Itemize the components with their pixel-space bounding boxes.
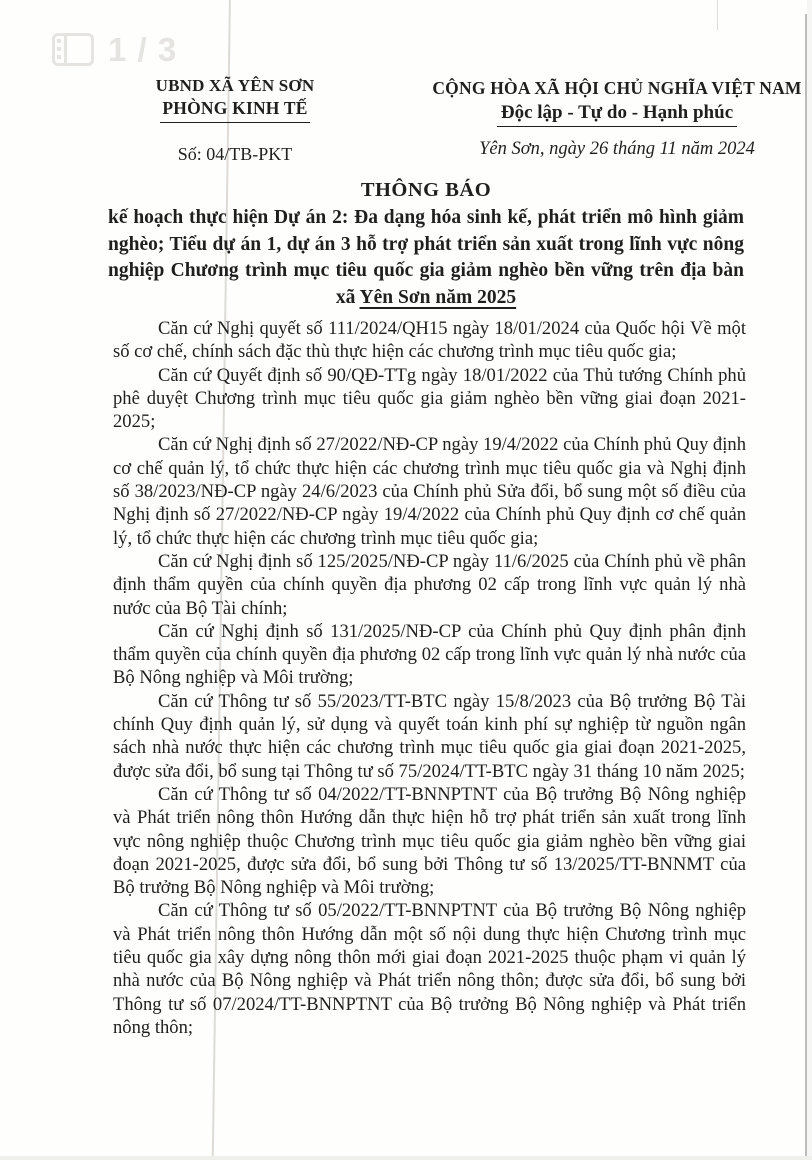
document-subject bbox=[108, 205, 744, 311]
scan-edge-line bbox=[805, 14, 807, 1156]
body-paragraph: Căn cứ Nghị quyết số 111/2024/QH15 ngày 18/01/2024 của Quốc hội Về một số cơ chế, chính sách đặc thù thực hiện các chương trình mục tiêu quốc gia; bbox=[113, 318, 746, 363]
scan-bottom-edge bbox=[0, 1156, 812, 1160]
page-count-label: 1 / 3 bbox=[108, 31, 178, 68]
place-and-date: Yên Sơn, ngày 26 tháng 11 năm 2024 bbox=[479, 139, 755, 159]
body-paragraph: Căn cứ Thông tư số 05/2022/TT-BNNPTNT của Bộ trưởng Bộ Nông nghiệp và Phát triển nông thôn Hướng dẫn một số nội dung thực hiện Chương trình mục tiêu quốc gia xây dựng nông thôn mới giai đoạn 2021-2025 thuộc phạm vi quản lý nhà nước của Bộ Nông nghiệp và Phát triển nông thôn; được sửa đổi, bổ sung bởi Thông tư số 07/2024/TT-BNNPTNT của Bộ trưởng Bộ Nông nghiệp và Phát triển nông thôn; bbox=[113, 900, 746, 1038]
country-name: CỘNG HÒA XÃ HỘI CHỦ NGHĨA VIỆT NAM bbox=[432, 78, 802, 98]
paper-crease-line bbox=[717, 0, 718, 30]
national-motto: Độc lập - Tự do - Hạnh phúc bbox=[497, 102, 737, 127]
subject-text: kế hoạch thực hiện Dự án 2: Đa dạng hóa sinh kế, phát triển mô hình giảm nghèo; Tiểu dự án 1, dự án 3 hỗ trợ phát triển sản xuất trong lĩnh vực nông nghiệp Chương trình mục tiêu quốc gia giảm nghèo bền vững trên địa bàn xã bbox=[108, 207, 744, 308]
body-paragraph: Căn cứ Thông tư số 55/2023/TT-BTC ngày 15/8/2023 của Bộ trưởng Bộ Tài chính Quy định quản lý, sử dụng và quyết toán kinh phí sự nghiệp từ nguồn ngân sách nhà nước thực hiện các chương trình mục tiêu quốc gia giai đoạn 2021-2025, được sửa đổi, bổ sung tại Thông tư số 75/2024/TT-BTC ngày 31 tháng 10 năm 2025; bbox=[113, 690, 746, 782]
body-paragraph: Căn cứ Nghị định số 27/2022/NĐ-CP ngày 19/4/2022 của Chính phủ Quy định cơ chế quản lý, tổ chức thực hiện các chương trình mục tiêu quốc gia và Nghị định số 38/2023/NĐ-CP ngày 24/6/2023 của Chính phủ Sửa đổi, bổ sung một số điều của Nghị định số 27/2022/NĐ-CP ngày 19/4/2022 của Chính phủ Quy định cơ chế quản lý, tổ chức thực hiện các chương trình mục tiêu quốc gia; bbox=[113, 434, 746, 549]
title-block bbox=[108, 179, 744, 311]
scan-edge-background bbox=[807, 0, 812, 1160]
document-title: THÔNG BÁO bbox=[360, 179, 492, 201]
body-paragraph: Căn cứ Nghị định số 131/2025/NĐ-CP của Chính phủ Quy định phân định thẩm quyền của chính quyền địa phương 02 cấp trong lĩnh vực quản lý nhà nước của Bộ Nông nghiệp và Môi trường; bbox=[113, 620, 746, 689]
page-indicator bbox=[52, 33, 177, 66]
pages-icon bbox=[52, 33, 94, 66]
document-number: Số: 04/TB-PKT bbox=[177, 144, 293, 164]
subject-underlined-text: Yên Sơn năm 2025 bbox=[359, 286, 517, 308]
national-header-block bbox=[428, 78, 806, 160]
body-paragraph: Căn cứ Quyết định số 90/QĐ-TTg ngày 18/01/2022 của Thủ tướng Chính phủ phê duyệt Chương trình mục tiêu quốc gia giảm nghèo bền vững giai đoạn 2021-2025; bbox=[113, 364, 746, 433]
document-body bbox=[113, 317, 746, 1039]
issuer-org: UBND XÃ YÊN SƠN bbox=[155, 76, 315, 95]
body-paragraph: Căn cứ Thông tư số 04/2022/TT-BNNPTNT của Bộ trưởng Bộ Nông nghiệp và Phát triển nông thôn Hướng dẫn thực hiện hỗ trợ phát triển sản xuất trong lĩnh vực nông nghiệp thuộc Chương trình mục tiêu quốc gia giảm nghèo bền vững giai đoạn 2021-2025, được sửa đổi, bổ sung bởi Thông tư số 13/2025/TT-BNNMT của Bộ trưởng Bộ Nông nghiệp và Môi trường; bbox=[113, 783, 746, 899]
body-paragraph: Căn cứ Nghị định số 125/2025/NĐ-CP ngày 11/6/2025 của Chính phủ về phân định thẩm quyền của chính quyền địa phương 02 cấp trong lĩnh vực quản lý nhà nước của Bộ Tài chính; bbox=[113, 550, 746, 619]
issuer-block bbox=[110, 76, 360, 165]
issuer-department: PHÒNG KINH TẾ bbox=[160, 98, 309, 123]
